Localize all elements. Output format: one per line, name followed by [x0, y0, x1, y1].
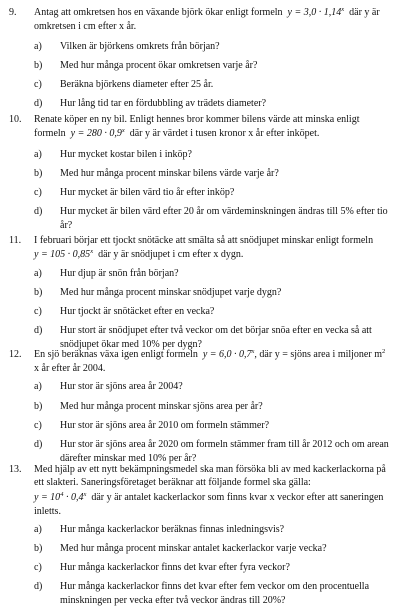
problem-intro: formeln $y = 280 \cdot 0,9^x$ där y är värdet i tusen kronor x år efter inköpet.	[34, 127, 320, 139]
problem-intro: $y = 105 \cdot 0,85^x$ där y är snödjupet i cm efter x dygn.	[34, 248, 244, 260]
problem-intro: En sjö beräknas växa igen enligt formeln $y = 6,0 \cdot 0,7^x$, där y = sjöns area i miljoner $m^2$	[34, 348, 386, 360]
problem-intro: $y = 10^4 \cdot 0,4^x$ där y är antalet kackerlackor som finns kvar x veckor efter att saneringen	[34, 491, 384, 503]
formula: $y = 280 \cdot 0,9^x$	[70, 127, 125, 139]
problem-intro-line: Med hjälp av ett nytt bekämpningsmedel ska man försöka bli av med kackerlackorna på	[34, 464, 386, 475]
problem-number: 12.	[9, 349, 22, 360]
problem-intro: Antag att omkretsen hos en växande björk ökar enligt formeln $y = 3,0 \cdot 1,14^x$ där y är	[34, 6, 380, 18]
formula: $y = 6,0 \cdot 0,7^x$	[202, 348, 255, 360]
problem-intro-line: omkretsen i cm efter x år.	[34, 21, 137, 32]
problem-number: 13.	[9, 464, 22, 475]
formula: $y = 105 \cdot 0,85^x$	[34, 248, 94, 260]
problem-intro-line: Renate köper en ny bil. Enligt hennes bror kommer bilens värde att minska enligt	[34, 114, 360, 125]
problem-intro-line: x år efter år 2004.	[34, 363, 106, 374]
problem-intro-line: I februari börjar ett tjockt snötäcke att smälta så att snödjupet minskar enligt formeln	[34, 235, 374, 246]
problem-number: 11.	[9, 235, 22, 246]
exercise-page: 9. Antag att omkretsen hos en växande björk ökar enligt formeln $y = 3,0 \cdot 1,14^x$ där y är omkretsen i cm efter x år. a) Vilken är björkens omkrets från början? b) Med hur många procent ökar omkretsen varje år? c) Beräkna björkens diameter efter 25 år. d) Hur lång tid tar en fördubbling av trädets diameter? 10. Renate köper en ny bil. Enligt hennes bror kommer bilens värde att minska enligt formeln $y = 280 \cdot 0,9^x$ där y är värdet i tusen kronor x år efter inköpet. a) Hur mycket kostar bilen i inköp? b) Med hur många procent minskar bilens värde varje år? c) Hur mycket är bilen värd tio år efter inköp? d) Hur mycket är bilen värd efter 20 år om värdeminskningen ändras till 5% efter tio år? 11. I februari börjar ett tjockt snötäcke att smälta så att snödjupet minskar enligt formeln $y = 105 \cdot 0,85^x$ där y är snödjupet i cm efter x dygn. a) Hur djup är snön från början? b) Med hur många procent minskar snödjupet varje dygn? c) Hur tjockt är snötäcket efter en vecka? d) Hur stort är snödjupet efter två veckor om det börjar snöa efter en vecka så att snödjupet ökar med 10% per dygn? 12. En sjö beräknas växa igen enligt formeln $y = 6,0 \cdot 0,7^x$, där y = sjöns area i miljoner $m^2$ x år efter år 2004. a) Hur stor är sjöns area år 2004? b) Med hur många procent minskar sjöns area per år? c) Hur stor är sjöns area år 2010 om formeln stämmer? d) Hur stor är sjöns area år 2020 om formeln stämmer fram till år 2012 och om arean därefter minskar med 10% per år? 13. Med hjälp av ett nytt bekämpningsmedel ska man försöka bli av med kackerlackorna på ett slakteri. Saneringsföretaget beräknar att följande formel ska gälla: $y = 10^4 \cdot 0,4^x$ där y är antalet kackerlackor som finns kvar x veckor efter att saneringen inletts. a) Hur många kackerlackor beräknas finnas inledningsvis? b) Med hur många procent minskar antalet kackerlackor varje vecka? c) Hur många kackerlackor finns det kvar efter fyra veckor? d) Hur många kackerlackor finns det kvar efter fem veckor om den procentuella minskningen per vecka efter två veckor ändras till 20%?	[0, 0, 412, 600]
formula: $y = 10^4 \cdot 0,4^x$	[34, 491, 87, 503]
formula: $y = 3,0 \cdot 1,14^x$	[287, 6, 345, 18]
problem-intro-line: inletts.	[34, 506, 61, 517]
problem-number: 10.	[9, 114, 22, 125]
problem-number: 9.	[9, 7, 17, 18]
problem-intro-line: ett slakteri. Saneringsföretaget beräknar att följande formel ska gälla:	[34, 477, 311, 488]
